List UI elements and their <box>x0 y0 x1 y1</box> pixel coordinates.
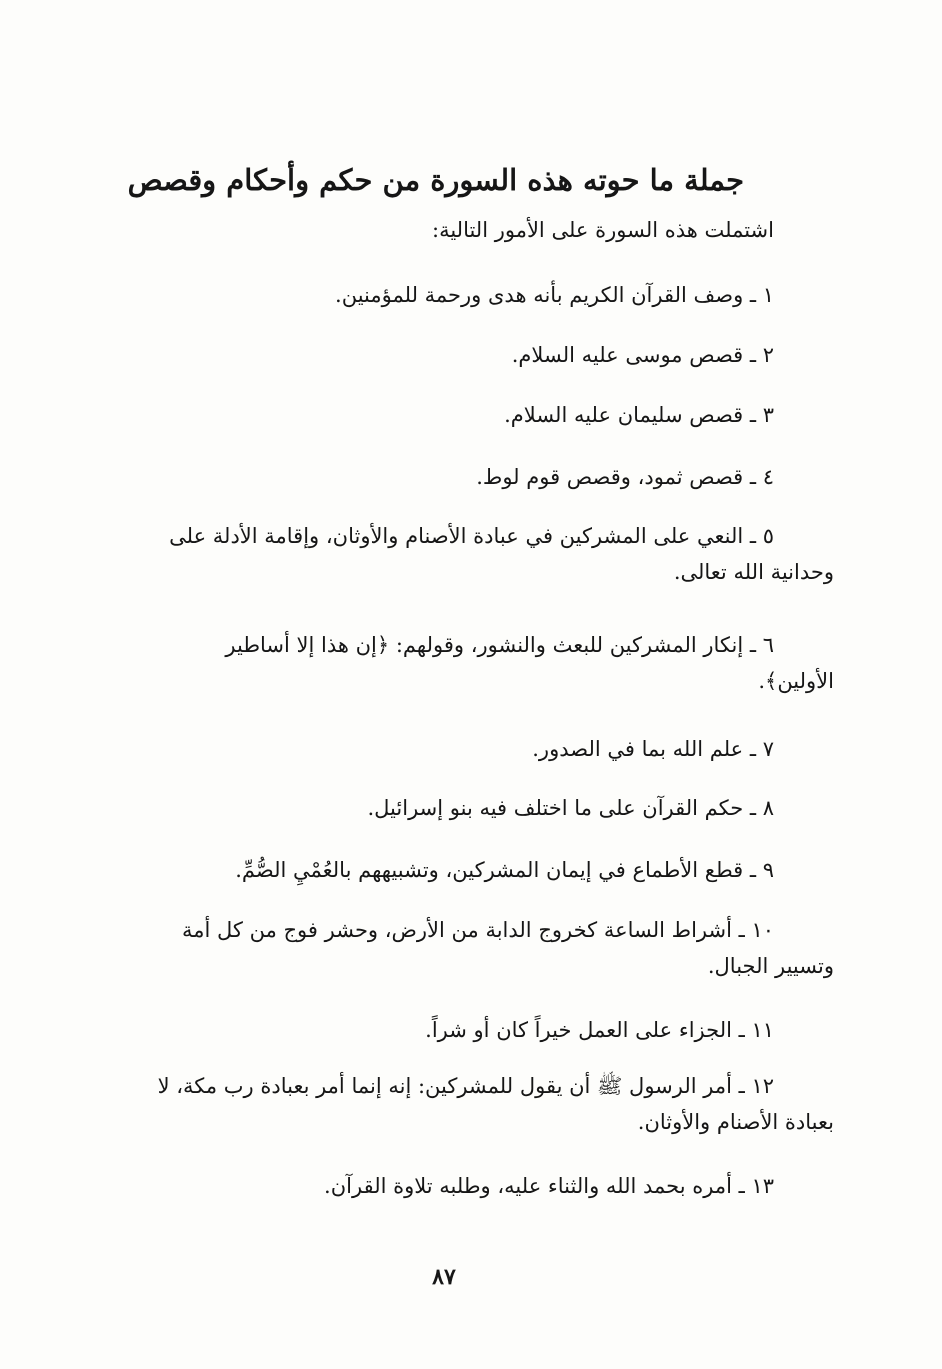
list-item-line: ٩ ـ قطع الأطماع في إيمان المشركين، وتشبيههم بالعُمْيِ الصُّمِّ. <box>235 858 774 882</box>
list-item-5 <box>14 518 834 590</box>
list-item-line-continued: الأولين﴾. <box>758 669 834 693</box>
list-item-line-continued: وتسيير الجبال. <box>707 954 834 978</box>
list-item-11 <box>14 1012 774 1048</box>
list-item-line: ٦ ـ إنكار المشركين للبعث والنشور، وقولهم: ﴿إن هذا إلا أساطير <box>225 633 774 657</box>
list-item-line: ٧ ـ علم الله بما في الصدور. <box>532 737 774 761</box>
list-item-line: ١٢ ـ أمر الرسول ﷺ أن يقول للمشركين: إنه إنما أمر بعبادة رب مكة، لا <box>157 1074 774 1098</box>
list-item-1 <box>14 277 774 313</box>
list-item-line-continued: بعبادة الأصنام والأوثان. <box>637 1110 834 1134</box>
list-item-line: ٢ ـ قصص موسى عليه السلام. <box>511 343 774 367</box>
list-item-4 <box>14 459 774 495</box>
intro-text: اشتملت هذه السورة على الأمور التالية: <box>432 218 774 242</box>
list-item-2 <box>14 337 774 373</box>
list-item-line: ٣ ـ قصص سليمان عليه السلام. <box>504 403 774 427</box>
list-item-10 <box>14 912 834 984</box>
section-title: جملة ما حوته هذه السورة من حكم وأحكام وقصص <box>127 163 744 197</box>
list-item-9 <box>14 852 774 888</box>
list-item-line: ١١ ـ الجزاء على العمل خيراً كان أو شراً. <box>425 1018 774 1042</box>
list-item-line: ٨ ـ حكم القرآن على ما اختلف فيه بنو إسرائيل. <box>367 796 774 820</box>
list-item-12 <box>14 1068 834 1140</box>
page-number: ٨٧ <box>432 1264 456 1290</box>
list-item-line-continued: وحدانية الله تعالى. <box>673 560 834 584</box>
list-item-8 <box>14 790 774 826</box>
list-item-line: ١٠ ـ أشراط الساعة كخروج الدابة من الأرض، وحشر فوج من كل أمة <box>182 918 774 942</box>
list-item-7 <box>14 731 774 767</box>
list-item-3 <box>14 397 774 433</box>
list-item-line: ١٣ ـ أمره بحمد الله والثناء عليه، وطلبه تلاوة القرآن. <box>324 1174 774 1198</box>
list-item-line: ٥ ـ النعي على المشركين في عبادة الأصنام والأوثان، وإقامة الأدلة على <box>169 524 774 548</box>
list-item-line: ١ ـ وصف القرآن الكريم بأنه هدى ورحمة للمؤمنين. <box>335 283 774 307</box>
list-item-line: ٤ ـ قصص ثمود، وقصص قوم لوط. <box>476 465 774 489</box>
list-item-6 <box>14 627 834 699</box>
list-item-13 <box>14 1168 774 1204</box>
